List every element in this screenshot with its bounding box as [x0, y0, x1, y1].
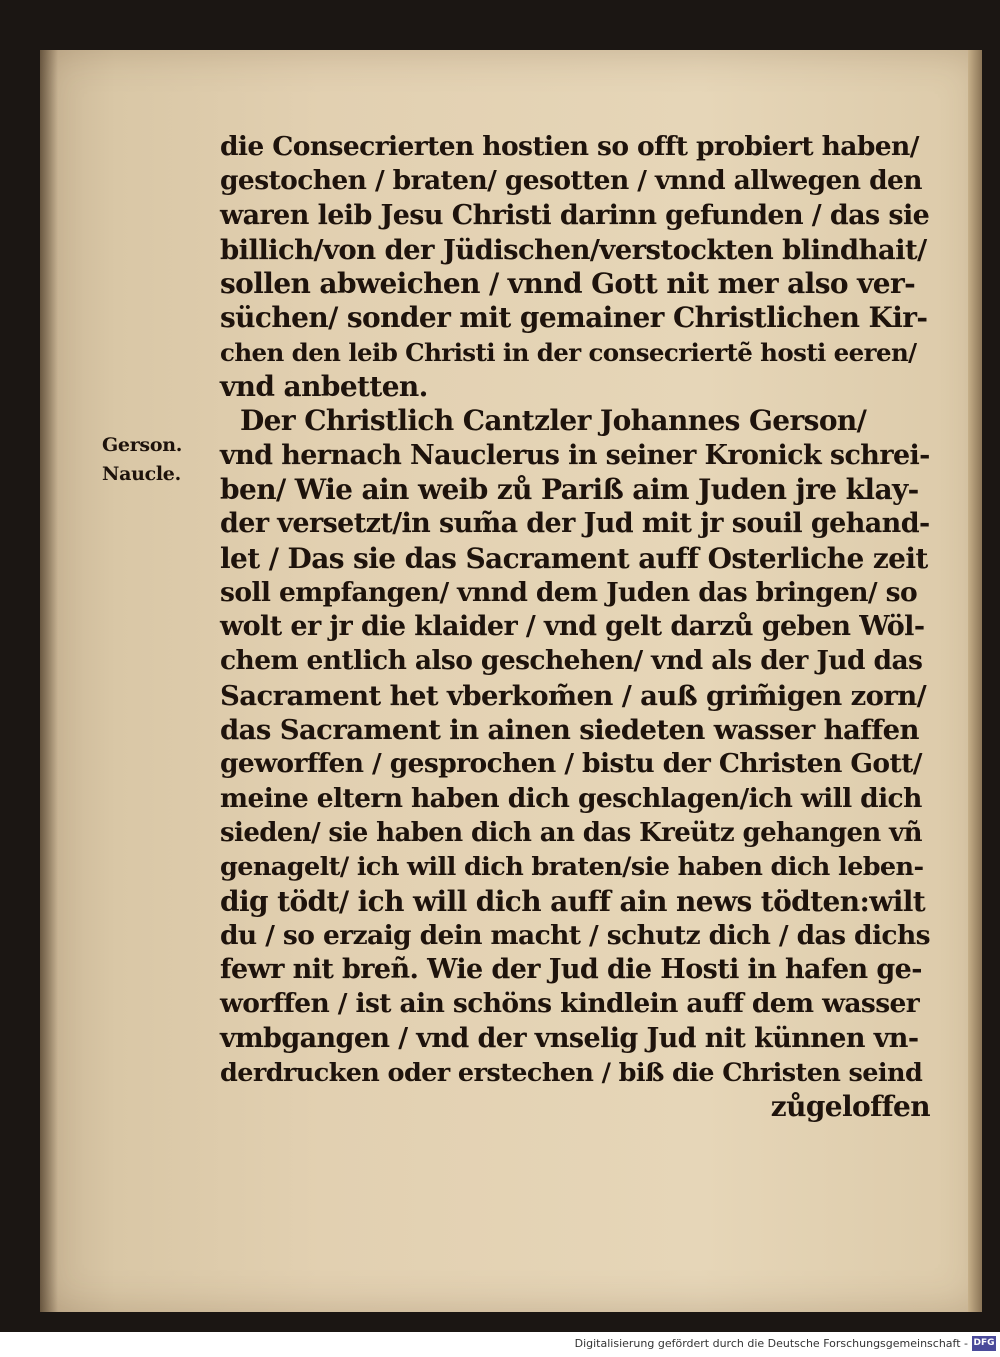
- book-page: [40, 50, 982, 1312]
- text-line: gestochen / braten/ gesotten / vnnd allwegen den: [220, 165, 922, 197]
- text-line: let / Das sie das Sacrament auff Osterliche zeit: [220, 541, 928, 575]
- text-line: der versetzt/in sum̃a der Jud mit jr souil gehand-: [220, 508, 930, 540]
- page-edge: [968, 50, 982, 1312]
- text-line: soll empfangen/ vnnd dem Juden das bringen/ so: [220, 576, 918, 608]
- footer-bar: [0, 1332, 1000, 1357]
- text-line: vmbgangen / vnd der vnselig Jud nit künnen vn-: [220, 1022, 919, 1054]
- margin-note-gerson: Gerson.: [102, 434, 183, 456]
- text-line: süchen/ sonder mit gemainer Christlichen Kir-: [220, 301, 928, 335]
- text-line: wolt er jr die klaider / vnd gelt darzů geben Wöl-: [220, 611, 925, 643]
- text-line: worffen / ist ain schöns kindlein auff dem wasser: [220, 988, 920, 1020]
- text-line: sieden/ sie haben dich an das Kreütz gehangen vñ: [220, 817, 922, 848]
- text-line: das Sacrament in ainen siedeten wasser haffen: [220, 714, 919, 747]
- text-line: billich/von der Jüdischen/verstockten blindhait/: [220, 233, 927, 266]
- text-line: Der Christlich Cantzler Johannes Gerson/: [240, 404, 867, 438]
- text-line: chem entlich also geschehen/ vnd als der Jud das: [220, 645, 923, 677]
- text-line: geworffen / gesprochen / bistu der Christen Gott/: [220, 748, 922, 780]
- text-line: du / so erzaig dein macht / schutz dich / das dichs: [220, 919, 930, 951]
- text-line: fewr nit breñ. Wie der Jud die Hosti in hafen ge-: [220, 954, 922, 986]
- text-line: vnd hernach Nauclerus in seiner Kronick schrei-: [220, 439, 930, 471]
- text-line: meine eltern haben dich geschlagen/ich will dich: [220, 782, 922, 814]
- dfg-logo: DFG: [972, 1336, 996, 1351]
- text-line: Sacrament het vberkom̃en / auß grim̃igen zorn/: [220, 679, 927, 712]
- text-line: vnd anbetten.: [220, 370, 428, 404]
- margin-note-naucle: Naucle.: [102, 463, 181, 485]
- text-line: die Consecrierten hostien so offt probiert haben/: [220, 131, 919, 162]
- text-line: ben/ Wie ain weib zů Pariß aim Juden jre klay-: [220, 472, 919, 506]
- spine-shadow: [40, 50, 58, 1312]
- text-line: waren leib Jesu Christi darinn gefunden / das sie: [220, 199, 930, 231]
- body-text: [220, 130, 930, 1125]
- text-line: dig tödt/ ich will dich auff ain news tödten:wilt: [220, 884, 926, 918]
- text-line: genagelt/ ich will dich braten/sie haben dich leben-: [220, 852, 924, 883]
- text-line: chen den leib Christi in der consecriertẽ hosti eeren/: [220, 337, 917, 367]
- footer-credit: Digitalisierung gefördert durch die Deutsche Forschungsgemeinschaft -: [574, 1337, 968, 1350]
- text-line: sollen abweichen / vnnd Gott nit mer also ver-: [220, 267, 916, 301]
- catchword: zůgeloffen: [770, 1090, 930, 1124]
- text-line: derdrucken oder erstechen / biß die Christen seind: [220, 1058, 923, 1089]
